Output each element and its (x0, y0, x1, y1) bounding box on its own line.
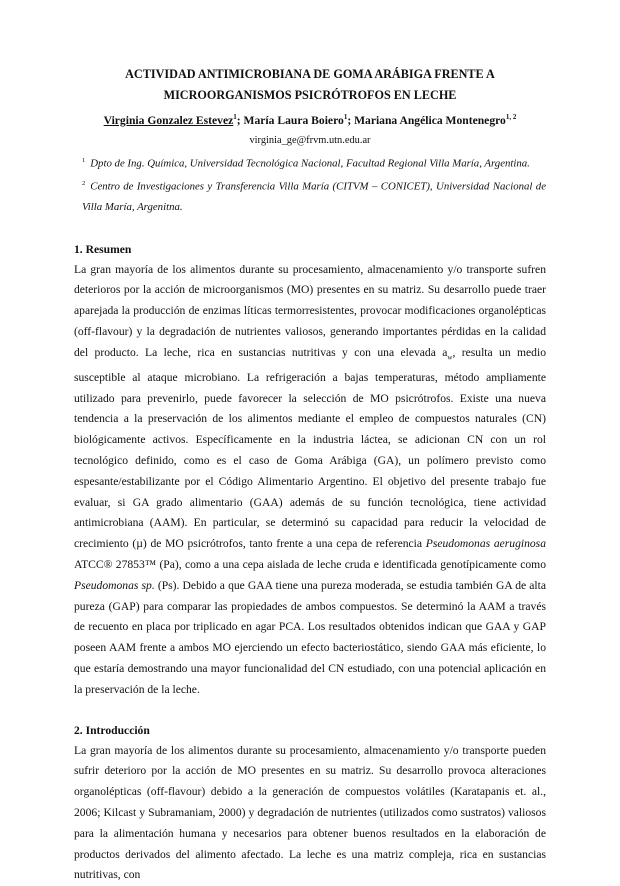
affiliation-1-text: Dpto de Ing. Química, Universidad Tecnológica Nacional, Facultad Regional Villa María, Argentina. (90, 157, 530, 170)
author-3-affiliation: 1, 2 (505, 113, 517, 121)
author-1-affiliation: 1 (233, 113, 237, 121)
introduction-paragraph: La gran mayoría de los alimentos durante su procesamiento, almacenamiento y/o transporte pueden sufrir deterioro por la acción de MO presentes en su matriz. Su desarrollo provoca alteraciones organolépticas (off-flavour) debido a la generación de compuestos volátiles (Karatapanis et. al., 2006; Kilcast y Subramaniam, 2000) y degradación de nutrientes (utilizados como sustratos) valiosos para la alimentación humana y necesarios para obtener buenos resultados en la elaboración de productos derivados del alimento afectado. La leche es una matriz compleja, rica en sustancias nutritivas, con (74, 743, 546, 882)
title-line-1: ACTIVIDAD ANTIMICROBIANA DE GOMA ARÁBIGA FRENTE A (125, 67, 495, 81)
affiliation-2-text: Centro de Investigaciones y Transferencia Villa María (CITVM – CONICET), Universidad Nacional de Villa María, Argenitna. (82, 180, 546, 214)
abstract-text-part-b: , resulta un medio susceptible al ataque microbiano. La refrigeración a bajas temperaturas, método ampliamente utilizado para prevenirlo, puede favorecer la selección de MO psicrótrofos. Existe una nueva tendencia a la preservación de los alimentos mediante el empleo de compuestos naturales (CN) biológicamente activos. Específicamente en la industria láctea, se adicionan CN con un rol tecnológico definido, como es el caso de Goma Arábiga (GA), un polímero previsto como espesante/estabilizante por el Código Alimentario Argentino. El objetivo del presente trabajo fue evaluar, si GA grado alimentario (GAA) además de su función tecnológica, tiene actividad antimicrobiana (AAM). En particular, se determinó su capacidad para reducir la velocidad de crecimiento (µ) de MO psicrótrofos, tanto frente a una cepa de referencia (74, 345, 546, 551)
section-heading-introduccion: 2. Introducción (74, 723, 150, 737)
author-separator: ; (347, 113, 355, 127)
contact-email: virginia_ge@frvm.utn.edu.ar (249, 134, 371, 146)
water-activity-subscript: w (447, 353, 453, 362)
abstract-text-part-a: La gran mayoría de los alimentos durante su procesamiento, almacenamiento y/o transporte sufren deterioros por la acción de microorganismos (MO) presentes en su matriz. Su desarrollo puede traer aparejada la producción de enzimas líticas termorresistentes, provocar modificaciones organolépticas (off-flavour) y la degradación de nutrientes valiosos, generando importantes pérdidas en la calidad del producto. La leche, rica en sustancias nutritivas y con una elevada a (74, 262, 546, 359)
affiliation-1-number: 1 (82, 156, 86, 164)
author-separator: ; (236, 113, 244, 127)
species-name-2: Pseudomonas sp. (74, 578, 155, 592)
species-name-1: Pseudomonas aeruginosa (425, 537, 546, 551)
author-2-affiliation: 1 (343, 113, 348, 121)
author-1: Virginia Gonzalez Estevez (103, 113, 234, 127)
abstract-text-part-d: (Ps). Debido a que GAA tiene una pureza moderada, se estudia también GA de alta pureza (GAP) para comparar las propiedades de ambos compuestos. Se determinó la AAM a través de recuento en placa por triplicado en agar PCA. Los resultados obtenidos indican que GAA y GAP poseen AAM frente a ambos MO ejerciendo un efecto bacteriostático, siendo GAA más eficiente, lo que estaría demostrando una mayor funcionalidad del CN estudiado, con una potencial aplicación en la preservación de la leche. (74, 578, 546, 696)
title-line-2: MICROORGANISMOS PSICRÓTROFOS EN LECHE (163, 88, 457, 102)
affiliation-1 (74, 151, 546, 174)
author-list (74, 108, 546, 130)
abstract-text-part-c: ATCC® 27853™ (Pa), como a una cepa aislada de leche cruda e identificada genotípicamente como (74, 558, 546, 572)
author-2: María Laura Boiero (243, 113, 344, 127)
affiliation-2 (74, 174, 546, 218)
author-3: Mariana Angélica Montenegro (354, 113, 506, 127)
paper-title (74, 64, 546, 106)
abstract-paragraph (74, 260, 546, 701)
affiliation-2-number: 2 (82, 179, 86, 187)
section-heading-resumen: 1. Resumen (74, 242, 132, 256)
